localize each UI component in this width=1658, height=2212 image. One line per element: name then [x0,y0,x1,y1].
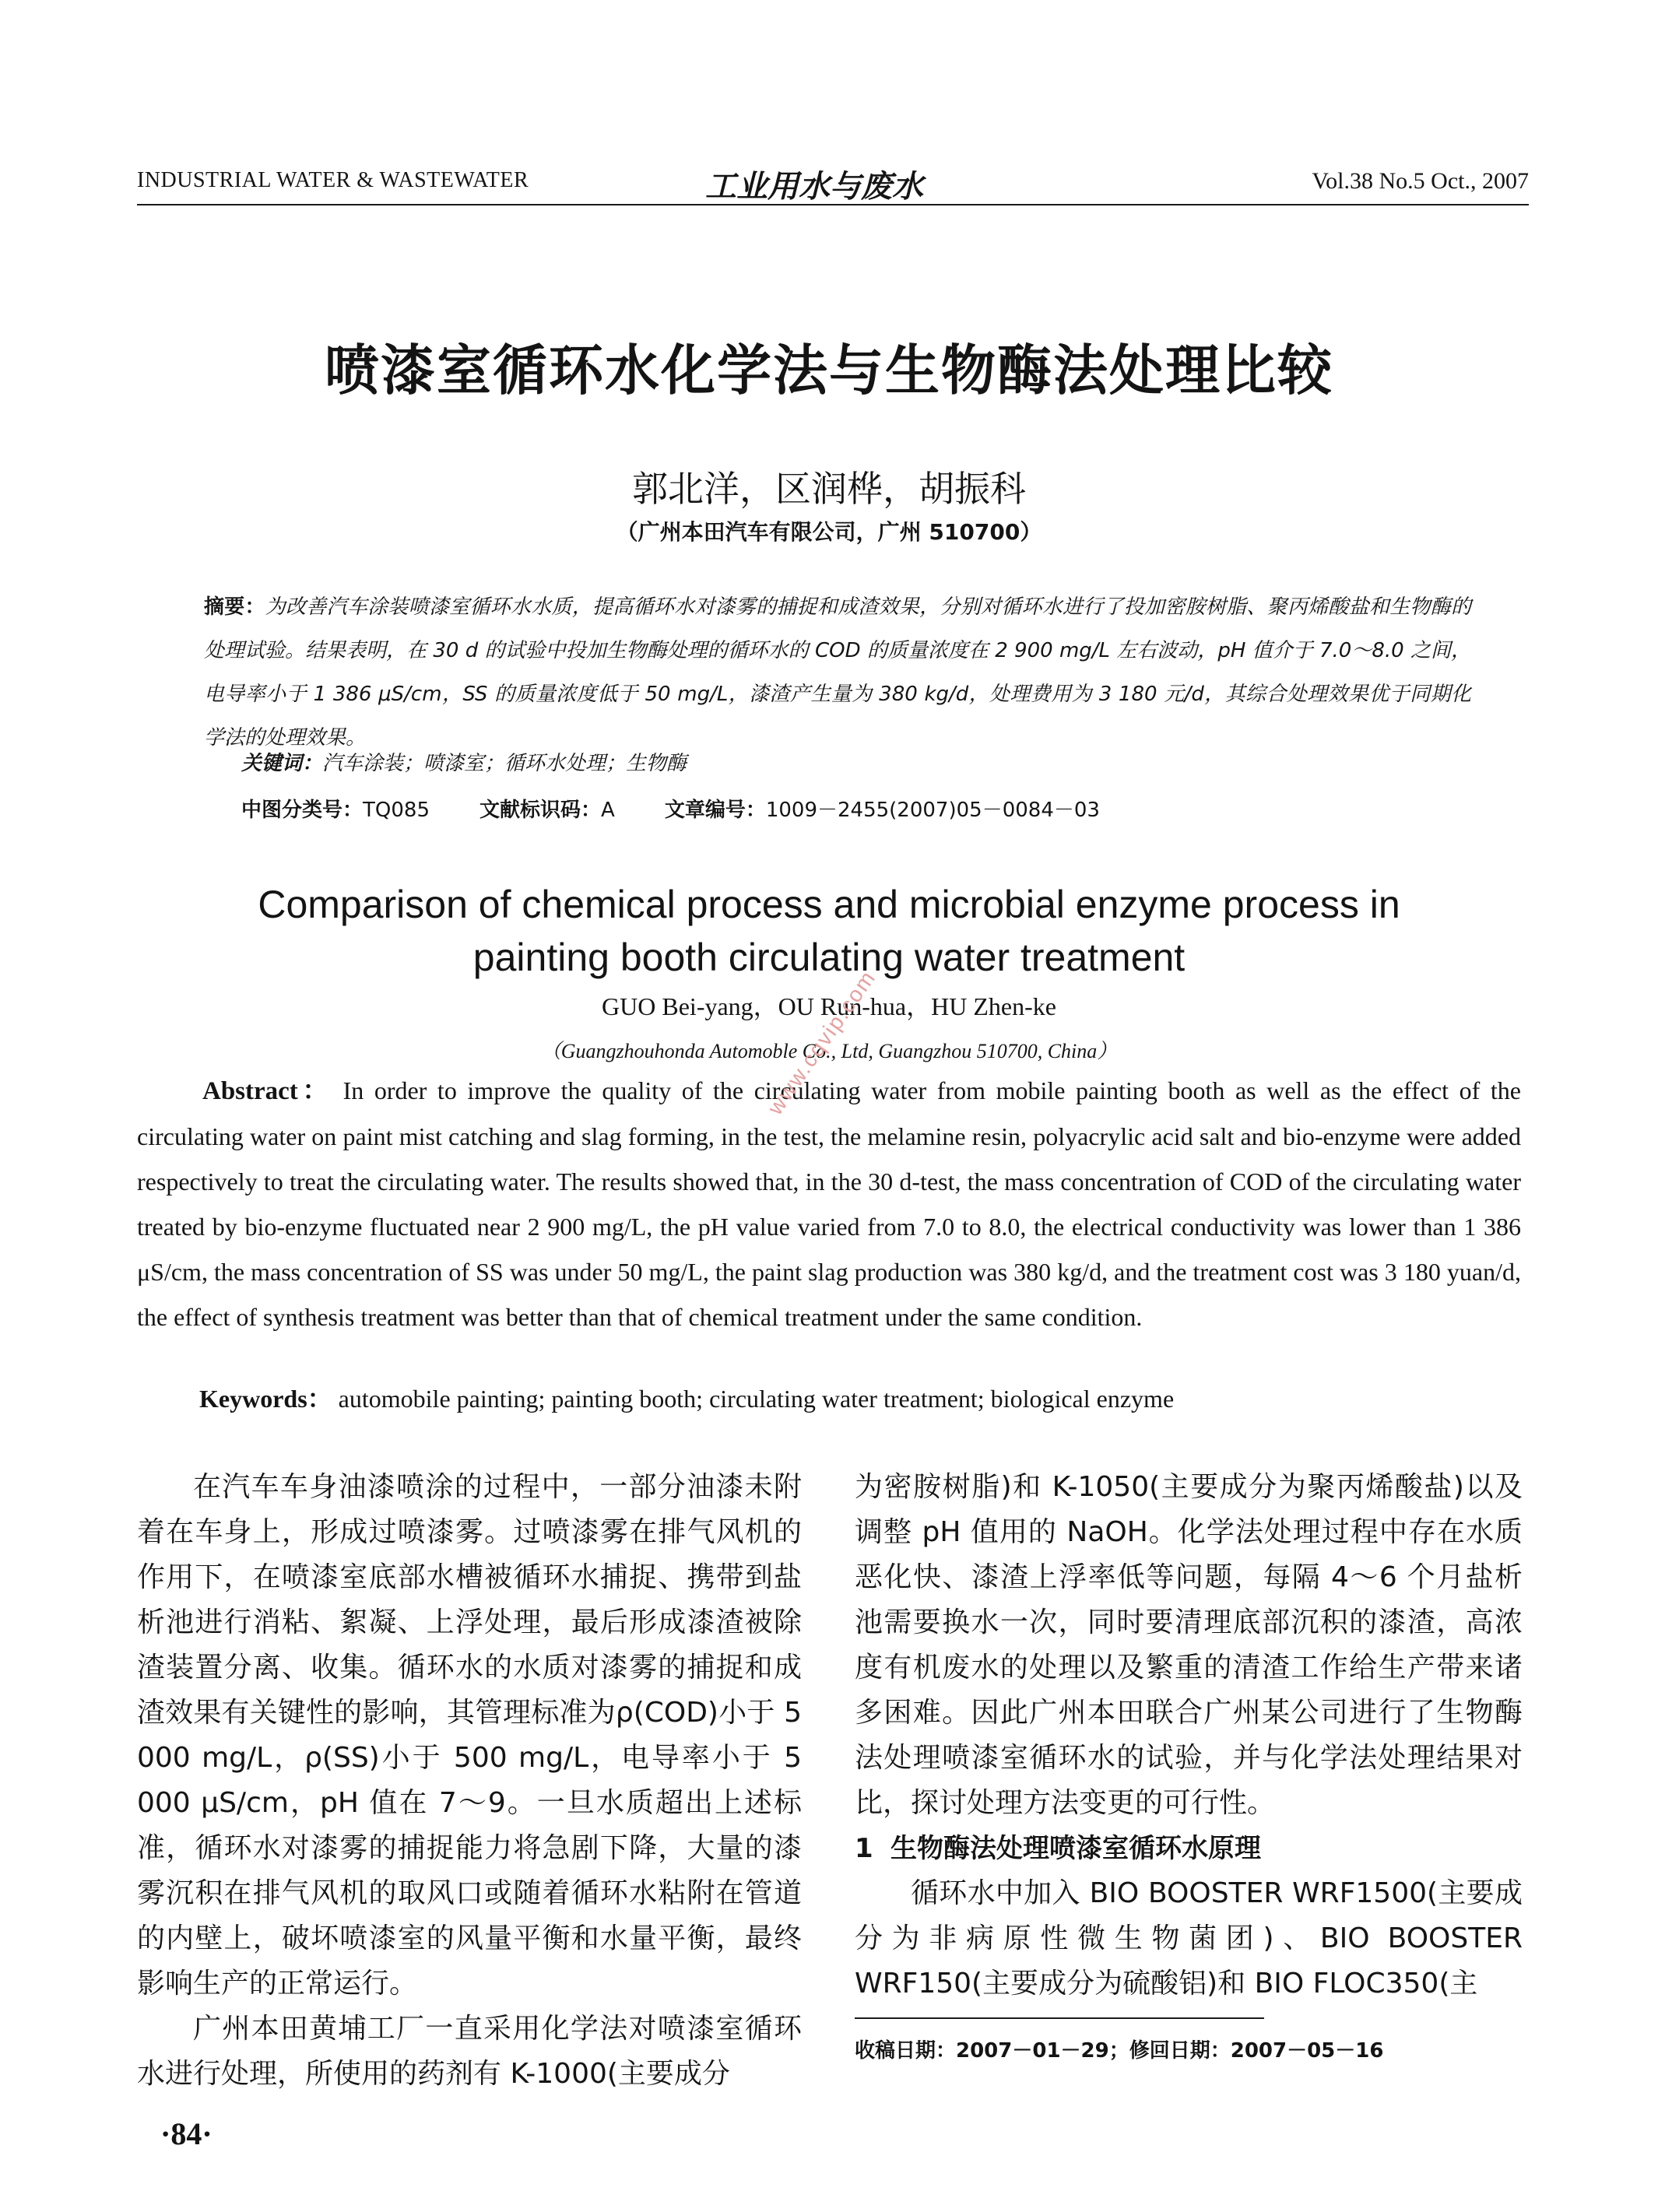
clc-field: 中图分类号：TQ085 [241,799,430,822]
section-heading [855,1826,1523,1871]
keywords-en-label: Keywords： [199,1385,332,1413]
authors-cn: 郭北洋，区润桦，胡振科 [632,468,1026,510]
keywords-cn-text: 汽车涂装；喷漆室；循环水处理；生物酶 [322,752,687,775]
abstract-cn-text: 为改善汽车涂装喷漆室循环水水质，提高循环水对漆雾的捕捉和成渣效果，分别对循环水进行了投加密胺树脂、聚丙烯酸盐和生物酶的处理试验。结果表明，在 30 d 的试验中投加生物酶处理的循环水的 COD 的质量浓度在 2 900 mg/L 左右波动，pH 值介于 7.0～8.0 之间，电导率小于 1 386 μS/cm，SS 的质量浓度低于 50 mg/L，漆渣产生量为 380 kg/d，处理费用为 3 180 元/d，其综合处理效果优于同期化学法的处理效果。 [204,595,1471,750]
header-divider [137,204,1529,205]
affiliation-cn: （广州本田汽车有限公司，广州 510700） [616,519,1042,545]
abstract-cn [204,585,1471,760]
section-title: 生物酶法处理喷漆室循环水原理 [890,1833,1261,1864]
keywords-en-text: automobile painting; painting booth; circulating water treatment; biological enzyme [338,1385,1175,1413]
body-column-right [855,1465,1523,2007]
abstract-en-label: Abstract： [202,1077,332,1105]
body-paragraph: 循环水中加入 BIO BOOSTER WRF1500(主要成分为非病原性微生物菌团)、BIO BOOSTER WRF150(主要成分为硫酸铝)和 BIO FLOC350(主 [855,1877,1523,2000]
classification-line [241,794,1487,823]
abstract-cn-label: 摘要： [204,595,265,619]
body-paragraph: 广州本田黄埔工厂一直采用化学法对喷漆室循环水进行处理，所使用的药剂有 K-1000(主要成分 [137,2013,802,2090]
section-number: 1 [855,1833,873,1864]
title-cn: 喷漆室循环水化学法与生物酶法处理比较 [325,339,1333,402]
keywords-en [199,1379,1174,1415]
article-number-field: 文章编号：1009－2455(2007)05－0084－03 [664,799,1100,822]
body-paragraph: 为密胺树脂)和 K-1050(主要成分为聚丙烯酸盐)以及调整 pH 值用的 NaOH。化学法处理过程中存在水质恶化快、漆渣上浮率低等问题，每隔 4～6 个月盐析池需要换水一次，同时要清理底部沉积的漆渣，高浓度有机废水的处理以及繁重的清渣工作给生产带来诸多困难。因此广州本田联合广州某公司进行了生物酶法处理喷漆室循环水的试验，并与化学法处理结果对比，探讨处理方法变更的可行性。 [855,1471,1523,1819]
abstract-en [137,1068,1521,1339]
issue-info: Vol.38 No.5 Oct., 2007 [1312,168,1529,194]
watermark: www.cqvip.com [763,965,880,1119]
abstract-en-text: In order to improve the quality of the circulating water from mobile painting booth as well as the effect of the circulating water on paint mist catching and slag forming, in the test, the melamine resin, polyacrylic acid salt and bio-enzyme were added respectively to treat the circulating water. The results showed that, in the 30 d-test, the mass concentration of COD of the circulating water treated by bio-enzyme fluctuated near 2 900 mg/L, the pH value varied from 7.0 to 8.0, the electrical conductivity was lower than 1 386 μS/cm, the mass concentration of SS was under 50 mg/L, the paint slag production was 380 kg/d, and the treatment cost was 3 180 yuan/d, the effect of synthesis treatment was better than that of chemical treatment under the same condition. [137,1076,1521,1331]
journal-name-en: INDUSTRIAL WATER & WASTEWATER [137,168,529,192]
body-paragraph: 在汽车车身油漆喷涂的过程中，一部分油漆未附着在车身上，形成过喷漆雾。过喷漆雾在排气风机的作用下，在喷漆室底部水槽被循环水捕捉、携带到盐析池进行消粘、絮凝、上浮处理，最后形成漆渣被除渣装置分离、收集。循环水的水质对漆雾的捕捉和成渣效果有关键性的影响，其管理标准为ρ(COD)小于 5 000 mg/L，ρ(SS)小于 500 mg/L，电导率小于 5 000 μS/cm，pH 值在 7～9。一旦水质超出上述标准，循环水对漆雾的捕捉能力将急剧下降，大量的漆雾沉积在排气风机的取风口或随着循环水粘附在管道的内壁上，破坏喷漆室的风量平衡和水量平衡，最终影响生产的正常运行。 [137,1471,802,2000]
title-en-line1: Comparison of chemical process and microbial enzyme process in [258,883,1400,926]
received-date-footnote: 收稿日期：2007－01－29；修回日期：2007－05－16 [855,2039,1384,2063]
doc-code-field: 文献标识码：A [479,799,615,822]
title-en [0,878,1658,984]
body-column-left [137,1465,802,2097]
keywords-cn-label: 关键词： [241,752,323,775]
affiliation-en: （Guangzhouhonda Automoble Co., Ltd, Guangzhou 510700, China） [540,1040,1118,1062]
journal-name-cn: 工业用水与废水 [705,169,923,205]
authors-en: GUO Bei-yang，OU Run-hua，HU Zhen-ke [602,992,1056,1020]
page-number: ·84· [160,2116,213,2151]
keywords-cn [241,747,687,776]
footnote-divider [855,2017,1264,2019]
running-header [137,162,1529,205]
title-en-line2: painting booth circulating water treatment [472,936,1186,979]
